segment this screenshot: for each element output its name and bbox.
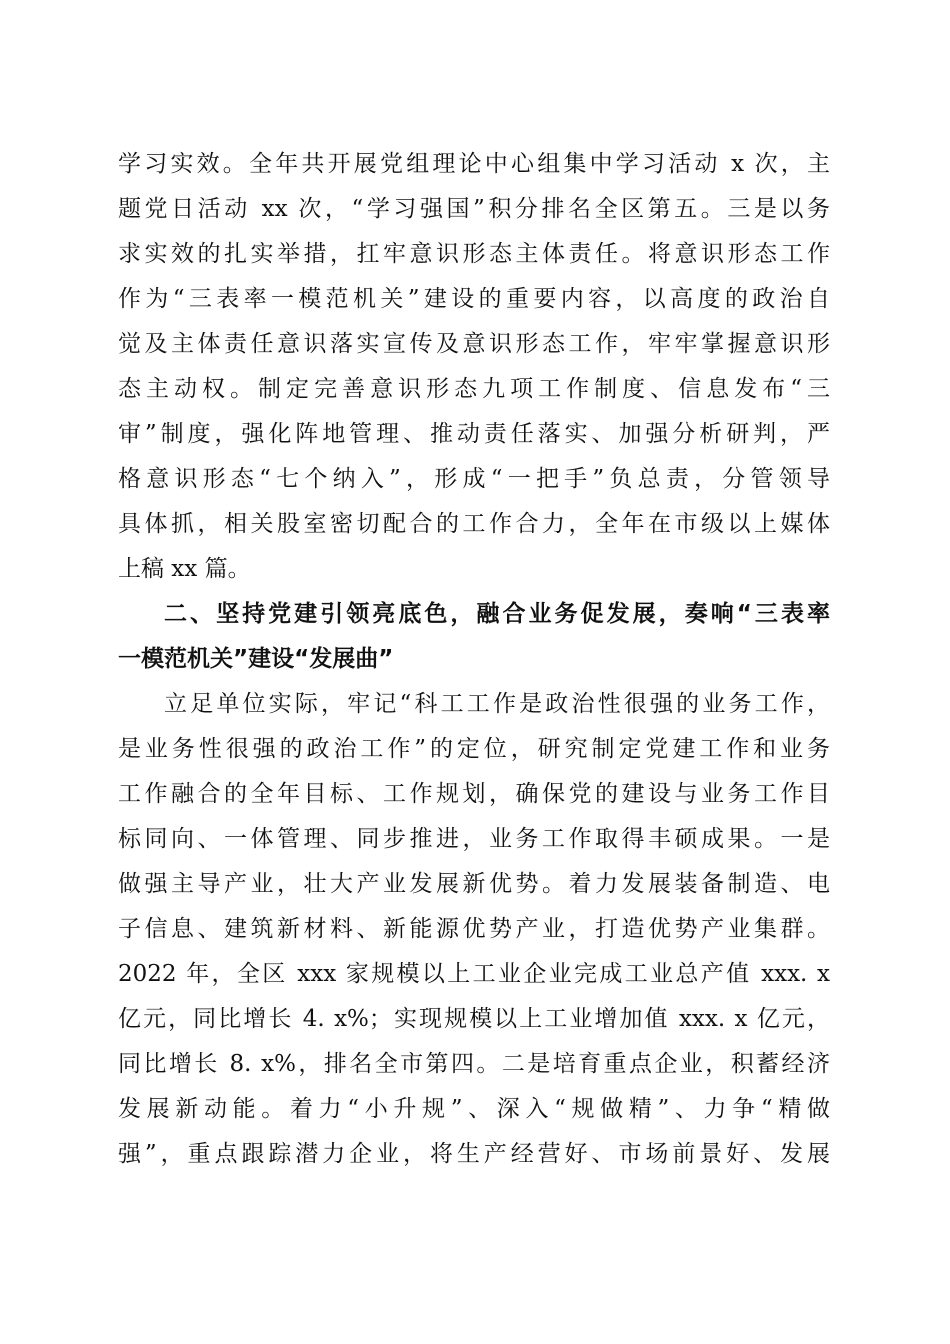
text-line: 子信息、建筑新材料、新能源优势产业，打造优势产业集群。 [118, 916, 830, 942]
text-line: 学习实效。全年共开展党组理论中心组集中学习活动 x 次，主 [118, 151, 830, 177]
text-line: 2022 年，全区 xxx 家规模以上工业企业完成工业总产值 xxx. x [118, 961, 830, 987]
text-line: 做强主导产业，壮大产业发展新优势。着力发展装备制造、电 [118, 871, 830, 897]
text-line: 同比增长 8. x%，排名全市第四。二是培育重点企业，积蓄经济 [118, 1051, 830, 1077]
text-line: 具体抓，相关股室密切配合的工作合力，全年在市级以上媒体 [118, 511, 830, 537]
text-line: 亿元，同比增长 4. x%；实现规模以上工业增加值 xxx. x 亿元， [118, 1006, 830, 1032]
heading-line: 二、坚持党建引领亮底色，融合业务促发展，奏响“三表率 [164, 601, 830, 627]
text-line: 立足单位实际，牢记“科工工作是政治性很强的业务工作， [164, 691, 830, 717]
text-line: 是业务性很强的政治工作”的定位，研究制定党建工作和业务 [118, 736, 830, 762]
text-line: 格意识形态“七个纳入”，形成“一把手”负总责，分管领导 [118, 466, 830, 492]
text-line: 态主动权。制定完善意识形态九项工作制度、信息发布“三 [118, 376, 830, 402]
heading-line: 一模范机关”建设“发展曲” [118, 646, 394, 672]
paragraph-learning-results [118, 142, 830, 592]
text-line: 上稿 xx 篇。 [118, 556, 251, 582]
text-line: 题党日活动 xx 次，“学习强国”积分排名全区第五。三是以务 [118, 196, 830, 222]
section-heading [118, 592, 830, 682]
document-body [118, 142, 830, 1177]
text-line: 发展新动能。着力“小升规”、深入“规做精”、力争“精做 [118, 1096, 830, 1122]
text-line: 作为“三表率一模范机关”建设的重要内容，以高度的政治自 [118, 286, 830, 312]
text-line: 标同向、一体管理、同步推进，业务工作取得丰硕成果。一是 [118, 826, 830, 852]
text-line: 工作融合的全年目标、工作规划，确保党的建设与业务工作目 [118, 781, 830, 807]
text-line: 求实效的扎实举措，扛牢意识形态主体责任。将意识形态工作 [118, 241, 830, 267]
text-line: 审”制度，强化阵地管理、推动责任落实、加强分析研判，严 [118, 421, 830, 447]
text-line: 强”，重点跟踪潜力企业，将生产经营好、市场前景好、发展 [118, 1141, 830, 1167]
text-line: 觉及主体责任意识落实宣传及意识形态工作，牢牢掌握意识形 [118, 331, 830, 357]
paragraph-party-building-integration [118, 682, 830, 1177]
